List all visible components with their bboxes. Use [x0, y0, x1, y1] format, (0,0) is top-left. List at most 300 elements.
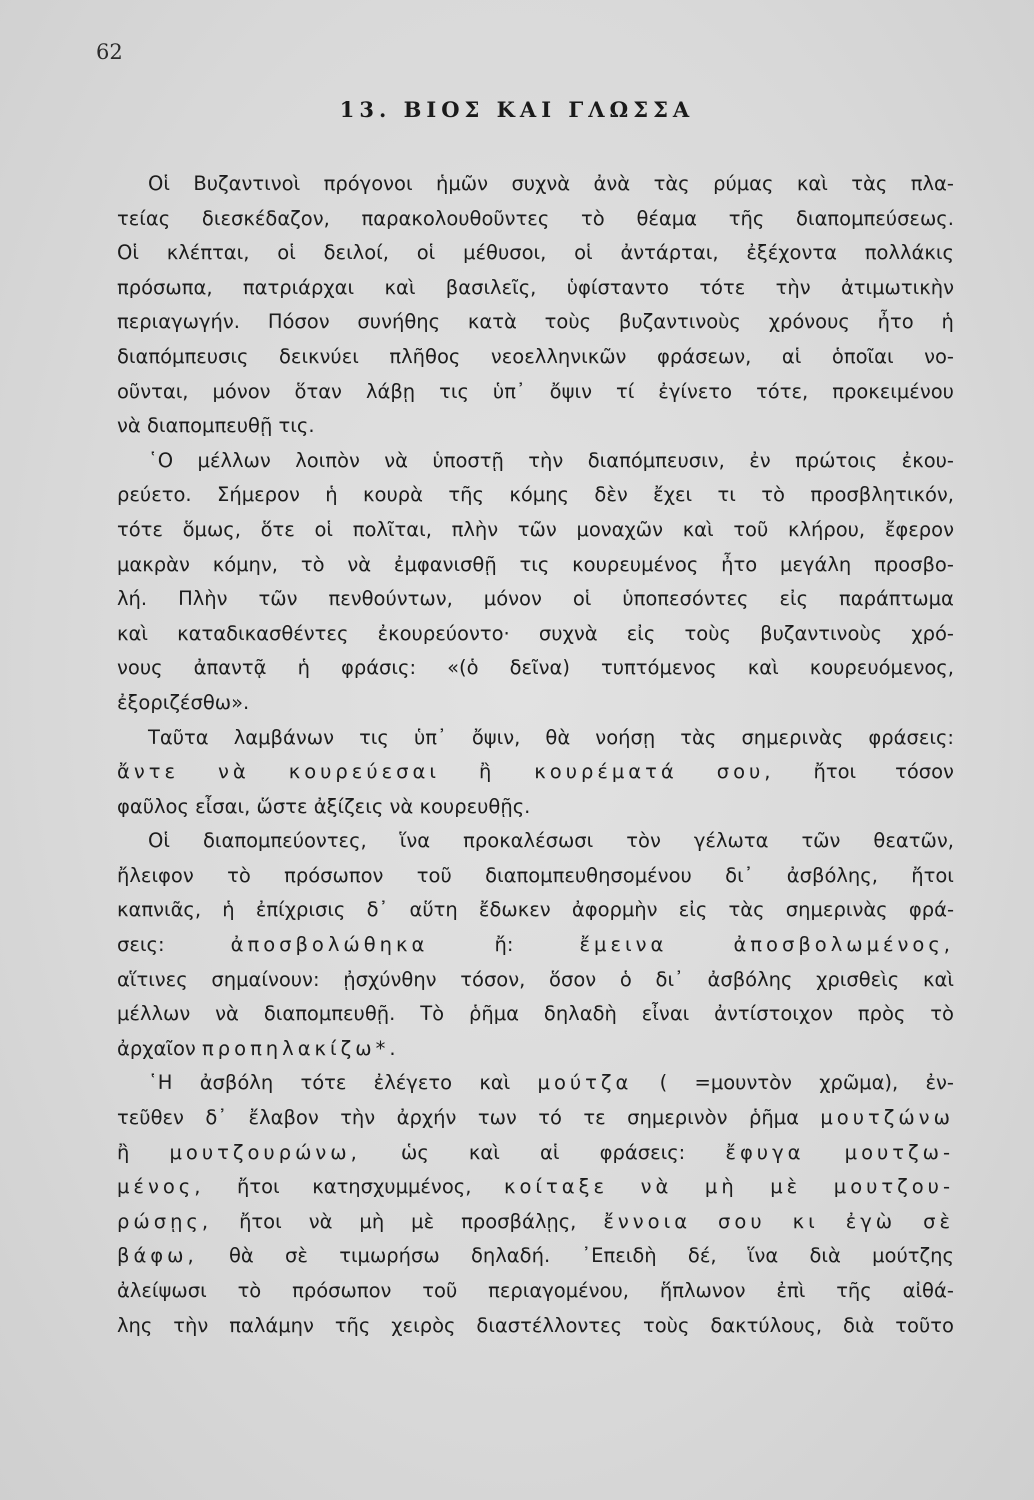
word: τόσον [895, 760, 954, 784]
word: μεγάλη [779, 552, 852, 576]
word: τῶν [258, 587, 298, 611]
word: δι᾽ [655, 967, 684, 991]
word: ρώσῃς, [117, 1209, 213, 1233]
word: ἔννοια [603, 1209, 692, 1233]
word: ἤτοι [237, 1175, 280, 1199]
word: ᾐσχύνθην [343, 967, 437, 991]
word: κουρευόμενος, [809, 656, 954, 680]
word: εἶσαι, [195, 794, 251, 818]
chapter-title: 13. ΒΙΟΣ ΚΑΙ ΓΛΩΣΣΑ [339, 97, 695, 122]
word: σου [718, 1209, 766, 1233]
word: προσβλητικόν, [810, 483, 954, 507]
word: τὰς [653, 172, 690, 195]
word: ὅσον [549, 967, 597, 991]
word: καπνιᾶς, [117, 898, 202, 922]
word: ἀλείψωσι [117, 1279, 207, 1302]
word: πρόσωπον [292, 1279, 392, 1302]
word: ἐν [749, 448, 771, 472]
word: χρισθεὶς [816, 967, 900, 991]
word: ἤτοι [813, 760, 857, 784]
word: διὰ [809, 1244, 841, 1268]
word: οἱ [574, 241, 593, 265]
word: δειλοί, [323, 241, 389, 265]
word: ἢ [117, 1140, 130, 1164]
word: ἀποσβολωμένος, [733, 933, 954, 957]
word: ἀρχήν [396, 1106, 457, 1130]
word: δεικνύει [278, 344, 359, 368]
word: δ᾽ [366, 898, 389, 922]
word: δ᾽ [205, 1106, 228, 1130]
word: ἵνα [747, 1244, 779, 1268]
word: σημερινὰς [785, 898, 888, 922]
word: πρόσωπον [284, 863, 384, 887]
word: ἵνα [399, 829, 431, 853]
word: ὅμως, [182, 517, 241, 541]
word: νεοελληνικῶν [490, 344, 627, 368]
text-line [117, 548, 954, 583]
word: =μουντὸν [694, 1071, 792, 1095]
word: νὰ [218, 760, 250, 784]
word: καὶ [479, 1071, 511, 1095]
word: κλέπται, [166, 241, 250, 265]
word: νὰ [308, 1209, 333, 1233]
word: ρεύετο. [117, 483, 192, 507]
word: φράσις: [340, 656, 417, 680]
word: διαπόμπευσις [117, 344, 249, 368]
word: σημερινὰς [741, 725, 844, 749]
word: ἀσβόλη [199, 1071, 274, 1095]
word: ( [659, 1071, 668, 1095]
word: Τὸ [420, 1002, 445, 1026]
word: τότε [699, 275, 746, 299]
word: σημερινὸν [627, 1106, 728, 1130]
word: εἰς [779, 587, 809, 611]
word: οἱ [314, 517, 334, 541]
word: αὕτη [409, 898, 458, 922]
word: ἤ: [494, 933, 514, 957]
word: σημαίνουν: [211, 967, 320, 991]
word: χρῶμα), [819, 1071, 899, 1095]
word: κόμην, [212, 552, 278, 576]
word: τὴν [340, 1106, 376, 1130]
word: βυζαντινοὺς [760, 621, 883, 645]
word: κι [792, 1209, 819, 1233]
word: ἔμεινα [579, 933, 668, 957]
word: θὰ [228, 1244, 254, 1268]
word: πλὴν [451, 517, 499, 541]
word: μὲ [411, 1209, 435, 1233]
word: τις [359, 725, 389, 749]
word: οἱ [572, 587, 592, 611]
text-line [117, 305, 954, 340]
word: ὥστε [256, 794, 308, 818]
word: ὡς [400, 1140, 429, 1164]
word: νὰ [215, 1002, 239, 1026]
word: οἱ [277, 241, 296, 265]
text-line [117, 1239, 954, 1274]
word: καὶ [384, 275, 416, 299]
word: σὲ [285, 1244, 308, 1268]
word: μούτζα [537, 1071, 633, 1095]
word: τῆς [334, 1313, 371, 1337]
text-line [117, 236, 954, 271]
word: ἤτοι [911, 863, 954, 887]
word: ὅτε [260, 517, 295, 541]
word: τὸ [581, 206, 605, 230]
text-line [117, 582, 954, 617]
word: τοῦ [416, 863, 452, 887]
word: ἡ [325, 483, 338, 507]
word: φράσεων, [656, 344, 752, 368]
word: συχνὰ [511, 172, 571, 195]
word: λης [117, 1313, 153, 1337]
word: αἰθά- [902, 1279, 954, 1302]
page-number: 62 [96, 40, 123, 64]
text-line [117, 444, 954, 479]
text-line [117, 202, 954, 237]
word: τὸ [237, 1279, 262, 1302]
word: φράσεις: [599, 1140, 686, 1164]
word: τοὺς [642, 1313, 690, 1337]
text-line [117, 513, 954, 548]
word: προκαλέσωσι [463, 829, 594, 853]
word: συχνὰ [538, 621, 598, 645]
word: ἀξίζεις [313, 794, 384, 818]
word: ἀντάρται, [620, 241, 719, 265]
word: προπηλακίζω*. [202, 1036, 400, 1060]
word: μούτζης [872, 1244, 954, 1268]
word: των [477, 1106, 517, 1130]
word: ἐξέχοντα [746, 241, 837, 265]
word: αἱ [781, 344, 802, 368]
word: κουρευθῇς. [419, 794, 531, 818]
word: προσβάλῃς, [461, 1209, 577, 1233]
word: ἔφυγα [725, 1140, 805, 1164]
text-line [117, 271, 954, 306]
word: δεῖνα) [509, 656, 570, 680]
text-line [117, 721, 954, 756]
word: χρόνους [768, 310, 850, 334]
word: διαστέλλοντες [476, 1313, 623, 1337]
word: τὸ [227, 863, 251, 887]
word: τόσον, [460, 967, 526, 991]
word: τὸ [930, 1002, 954, 1026]
word: τότε [300, 1071, 347, 1095]
word: ἦτο [721, 552, 758, 576]
word: τείας [117, 206, 171, 230]
word: ἐξοριζέσθω». [117, 690, 250, 714]
word: φρά- [908, 898, 954, 922]
word: τὴν [528, 448, 564, 472]
word: ὁποῖαι [831, 344, 894, 368]
word: λαμβάνων [233, 725, 334, 749]
word: ἡ [297, 656, 310, 680]
word: βασιλεῖς, [445, 275, 537, 299]
word: ἐγὼ [845, 1209, 897, 1233]
word: κουρευμένος [572, 552, 699, 576]
word: λοιπὸν [295, 448, 360, 472]
word: παρακολουθοῦντες [361, 206, 550, 230]
word: τὸν [626, 829, 661, 853]
word: καταδικασθέντες [177, 621, 349, 645]
word: Πλὴν [178, 587, 228, 611]
word: ἀφορμὴν [571, 898, 658, 922]
word: τοῦτο [895, 1313, 954, 1337]
word: ἤτοι [239, 1209, 282, 1233]
word: νους [117, 656, 163, 680]
word: χρό- [911, 621, 954, 645]
word: μέθυσοι, [463, 241, 547, 265]
word: ἔλαβον [248, 1106, 319, 1130]
word: νὰ [347, 552, 372, 576]
word: ἢ [478, 760, 496, 784]
word: δακτύλους, [710, 1313, 823, 1337]
word: ἐμφανισθῇ [393, 552, 497, 576]
word: παράπτωμα [839, 587, 954, 611]
word: μὲ [770, 1175, 802, 1199]
word: τυπτόμενος [601, 656, 717, 680]
word: ὅταν [294, 379, 342, 403]
word: εἰς [678, 898, 708, 922]
word: ῾Η [148, 1071, 173, 1095]
word: πρὸς [857, 1002, 906, 1026]
word: βάφω, [117, 1244, 198, 1268]
word: τῆς [836, 1279, 872, 1302]
word: τις. [278, 414, 315, 438]
word: σεις: [117, 933, 165, 957]
word: ἀτιμωτικὴν [840, 275, 954, 299]
word: δηλαδὴ [543, 1002, 617, 1026]
word: τό [538, 1106, 562, 1130]
word: ὑποπεσόντες [622, 587, 749, 611]
text-line [117, 1136, 954, 1171]
word: βυζαντινοὺς [618, 310, 741, 334]
word: θέαμα [636, 206, 698, 230]
word: αἱ [540, 1140, 560, 1164]
word: ἐκουρεύοντο· [377, 621, 510, 645]
word: τί [615, 379, 635, 403]
text-line [117, 1066, 954, 1101]
word: τὰς [680, 725, 717, 749]
word: νοήσῃ [595, 725, 656, 749]
word: ρύμας [713, 172, 774, 195]
text-line [117, 893, 954, 928]
text-line [117, 686, 954, 721]
text-line [117, 997, 954, 1032]
word: ῥῆμα [468, 1002, 519, 1026]
word: καὶ [468, 1140, 500, 1164]
word: πολῖται, [352, 517, 432, 541]
text-line [117, 167, 954, 202]
word: θεατῶν, [873, 829, 954, 853]
word: τι [717, 483, 736, 507]
word: καὶ [682, 517, 714, 541]
word: Βυζαντινοὶ [193, 172, 301, 195]
text-line [117, 1274, 954, 1309]
word: θὰ [545, 725, 571, 749]
word: ἐγίνετο [658, 379, 733, 403]
word: ἤλειφον [117, 863, 194, 887]
word: διὰ [842, 1313, 875, 1337]
word: Οἱ [117, 241, 139, 265]
word: κόμης [509, 483, 569, 507]
text-line [117, 1170, 954, 1205]
word: ἐκου- [901, 448, 954, 472]
word: εἰς [626, 621, 656, 645]
word: Οἱ [148, 172, 170, 195]
word: ὄψιν, [471, 725, 521, 749]
word: καὶ [747, 656, 779, 680]
word: τῆς [728, 206, 765, 230]
word: τοὺς [684, 621, 731, 645]
word: Οἱ [148, 829, 170, 853]
word: ἀσβόλης, [786, 863, 878, 887]
word: ἀσβόλης [707, 967, 793, 991]
word: παλάμην [229, 1313, 314, 1337]
word: τότε [117, 517, 163, 541]
word: πενθούντων, [328, 587, 453, 611]
word: ῥῆμα [748, 1106, 799, 1130]
word: ἦτο [877, 310, 914, 334]
word: διαπομπευθησομένου [485, 863, 692, 887]
word: νὰ [389, 794, 414, 818]
body-text [117, 167, 954, 1343]
word: μόνον [212, 379, 271, 403]
word: ἐπίχρισις [255, 898, 346, 922]
word: τῶν [801, 829, 841, 853]
word: καὶ [117, 621, 148, 645]
word: κλήρου, [787, 517, 866, 541]
word: μοναχῶν [576, 517, 664, 541]
word: μὴ [704, 1175, 738, 1199]
text-line [117, 375, 954, 410]
word: περιαγωγήν. [117, 310, 240, 334]
word: ἐπὶ [776, 1279, 806, 1302]
word: μουτζώνω [820, 1106, 954, 1130]
word: χειρὸς [391, 1313, 456, 1337]
word: μουτζω- [844, 1140, 954, 1164]
word: μόνον [483, 587, 542, 611]
word: φαῦλος [117, 794, 189, 818]
word: λή. [117, 587, 148, 611]
word: αἵτινες [117, 967, 188, 991]
word: διαπόμπευσιν, [587, 448, 725, 472]
word: καὶ [796, 172, 828, 195]
word: γέλωτα [693, 829, 769, 853]
word: καὶ [922, 967, 954, 991]
word: νο- [924, 344, 954, 368]
word: ἐλέγετο [373, 1071, 453, 1095]
word: «(ὁ [447, 656, 479, 680]
word: δι᾽ [725, 863, 754, 887]
word: ἡ [941, 310, 954, 334]
word: εἶναι [641, 1002, 690, 1026]
word: Σήμερον [217, 483, 300, 507]
word: μέλλων [117, 1002, 191, 1026]
word: διαπομπευθῇ. [263, 1002, 396, 1026]
word: πρόγονοι [323, 172, 413, 195]
word: τοῦ [733, 517, 769, 541]
text-line [117, 859, 954, 894]
text-line [117, 651, 954, 686]
word: ἀρχαῖον [117, 1036, 196, 1060]
word: Πόσον [267, 310, 330, 334]
word: φράσεις: [868, 725, 954, 749]
word: ὁ [619, 967, 632, 991]
word: τεῦθεν [117, 1106, 184, 1130]
word: οἱ [416, 241, 436, 265]
word: ἥπλωνον [659, 1279, 746, 1302]
word: μὴ [359, 1209, 385, 1233]
word: προκειμένου [832, 379, 954, 403]
word: κουρέματά [534, 760, 678, 784]
word: ἐν- [925, 1071, 954, 1095]
word: δὲν [594, 483, 628, 507]
word: ἔφερον [884, 517, 954, 541]
word: τις [519, 552, 550, 576]
text-line [117, 824, 954, 859]
word: ὑπ᾽ [413, 725, 447, 749]
word: τῆς [448, 483, 484, 507]
word: σου, [716, 760, 775, 784]
word: ὑπ᾽ [492, 379, 526, 403]
word: ἡ [222, 898, 235, 922]
word: πλα- [910, 172, 954, 195]
text-line [117, 1101, 954, 1136]
text-line [117, 478, 954, 513]
word: ὄψιν [549, 379, 592, 403]
word: μένος, [117, 1175, 205, 1199]
word: νὰ [384, 448, 409, 472]
word: διαπομπεύοντες, [202, 829, 367, 853]
word: τοῦ [422, 1279, 458, 1302]
word: ἄντε [117, 760, 180, 784]
word: ἀποσβολώθηκα [230, 933, 429, 957]
word: ᾽Επειδὴ [581, 1244, 657, 1268]
word: δηλαδή. [470, 1244, 551, 1268]
word: συνήθης [357, 310, 441, 334]
word: τῶν [517, 517, 557, 541]
word: ἀπαντᾷ [193, 656, 267, 680]
word: διαπομπεύσεως. [796, 206, 954, 230]
word: κουρὰ [363, 483, 423, 507]
word: μέλλων [197, 448, 271, 472]
word: τις [439, 379, 469, 403]
text-line [117, 1032, 954, 1067]
word: ἀνὰ [593, 172, 631, 195]
word: ῾Ο [148, 448, 174, 472]
word: σὲ [923, 1209, 954, 1233]
word: τότε, [756, 379, 809, 403]
word: τὸ [300, 552, 325, 576]
text-line [117, 409, 954, 444]
word: ἡμῶν [436, 172, 488, 195]
text-line [117, 755, 954, 790]
text-line [117, 617, 954, 652]
word: πρώτοις [795, 448, 878, 472]
word: τιμωρήσω [339, 1244, 440, 1268]
word: δέ, [687, 1244, 717, 1268]
word: τὸ [761, 483, 785, 507]
word: προσβο- [874, 552, 954, 576]
word: τε [583, 1106, 606, 1130]
word: ὑφίσταντο [566, 275, 669, 299]
word: τὰς [728, 898, 765, 922]
word: ὑποστῇ [432, 448, 504, 472]
word: τὴν [775, 275, 811, 299]
word: πλῆθος [389, 344, 461, 368]
word: τὴν [173, 1313, 209, 1337]
